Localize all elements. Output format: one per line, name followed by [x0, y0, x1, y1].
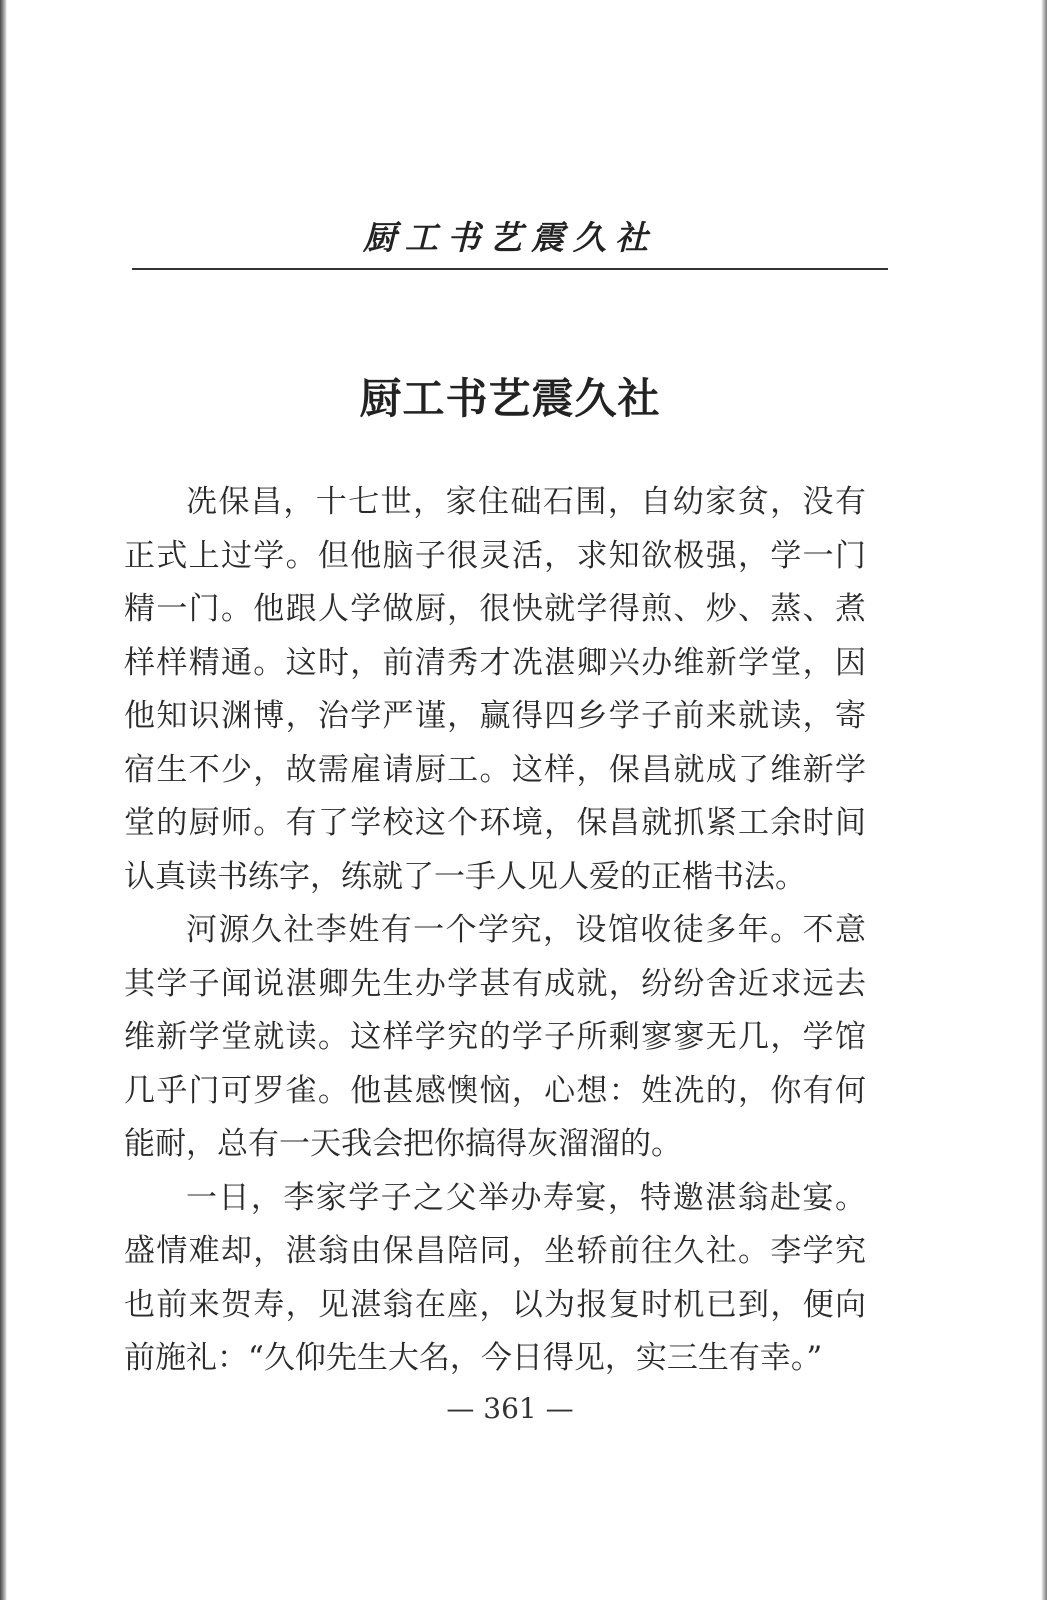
body-text: [124, 476, 866, 1386]
chapter-title: 厨工书艺震久社: [359, 374, 661, 423]
paragraph: 冼保昌，十七世，家住础石围，自幼家贫，没有正式上过学。但他脑子很灵活，求知欲极强，学一门精一门。他跟人学做厨，很快就学得煎、炒、蒸、煮样样精通。这时，前清秀才冼湛卿兴办维新学堂，因他知识渊博，治学严谨，赢得四乡学子前来就读，寄宿生不少，故需雇请厨工。这样，保昌就成了维新学堂的厨师。有了学校这个环境，保昌就抓紧工余时间认真读书练字，练就了一手人见人爱的正楷书法。: [124, 484, 866, 895]
paragraph: 河源久社李姓有一个学究，设馆收徒多年。不意其学子闻说湛卿先生办学甚有成就，纷纷舍近求远去维新学堂就读。这样学究的学子所剩寥寥无几，学馆几乎门可罗雀。他甚感懊恼，心想：姓冼的，你有何能耐，总有一天我会把你搞得灰溜溜的。: [124, 912, 866, 1162]
scan-right-edge: [1041, 0, 1047, 1600]
page-number: — 361 —: [446, 1392, 574, 1425]
paragraph: 一日，李家学子之父举办寿宴，特邀湛翁赴宴。盛情难却，湛翁由保昌陪同，坐轿前往久社。李学究也前来贺寿，见湛翁在座，以为报复时机已到，便向前施礼：“久仰先生大名，今日得见，实三生有幸。”: [124, 1179, 866, 1376]
header-rule: [132, 268, 888, 270]
scan-left-edge: [0, 0, 7, 1600]
running-head: 厨工书艺震久社: [363, 218, 657, 257]
